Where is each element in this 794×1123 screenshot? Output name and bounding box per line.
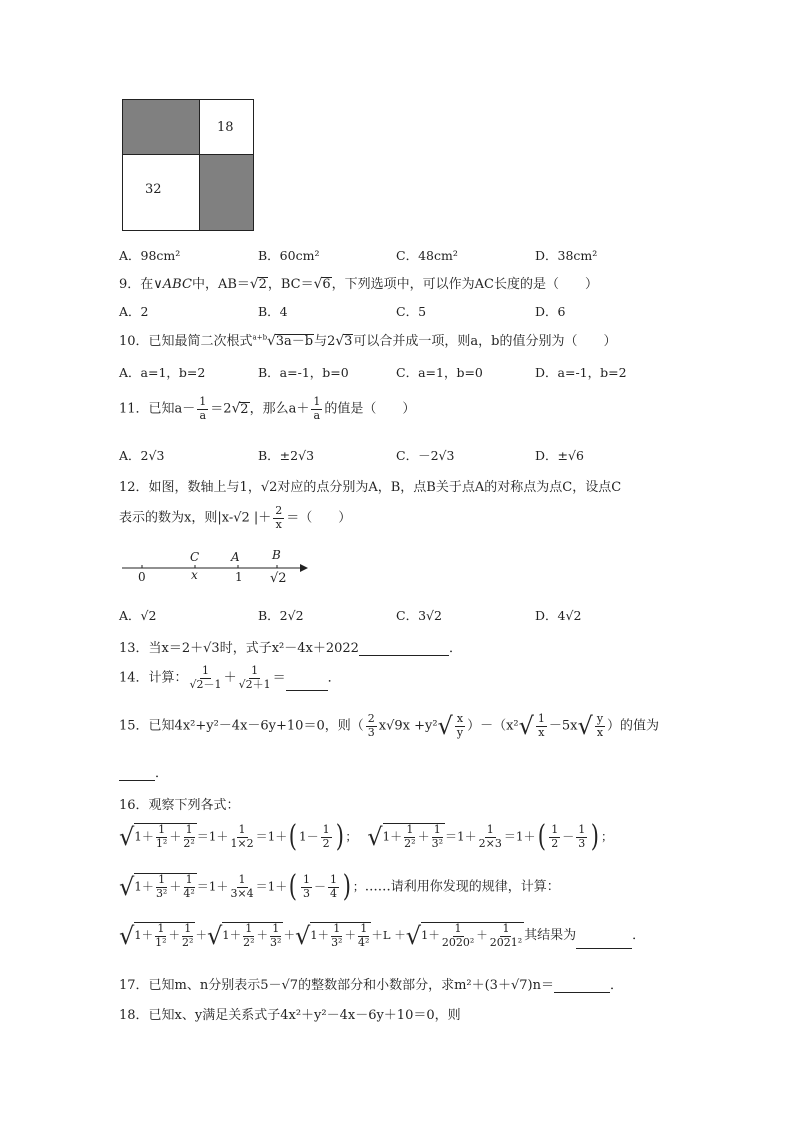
q16-row1: √1＋ $\frac{1}{\text{1²}}$ ＋ $\frac{1}{\text{2²}}$ ＝1＋ $\frac{1}{1\times 2}$ ＝1＋( 1－ $\frac{1}{2}$ ) ； √1＋ $\frac{1}{\text{2²}}$ ＋ $\frac{1}{\text{3²}}$ ＝1＋ $\frac{1}{2\times 3}$ ＝1＋( $\frac{1}{2}$ － $\frac{1}{3}$ ) ；: [119, 819, 613, 854]
q17-stem: 17．已知m、n分别表示5－√7的整数部分和小数部分，求m²＋(3＋√7)n＝ ．: [119, 978, 623, 993]
shaded-square-top-left: [122, 99, 200, 155]
q10-option-d: D．a=-1，b=2: [535, 365, 627, 380]
q8-option-c: C．48cm²: [396, 248, 458, 263]
q8-option-b: B．60cm²: [258, 248, 320, 263]
tick-0-label: 0: [138, 570, 146, 584]
square-32: [122, 154, 200, 231]
point-b-label: B: [272, 548, 281, 562]
q10-option-b: B．a=-1，b=0: [258, 365, 349, 380]
tick-root2-label: √2: [270, 571, 287, 586]
q15-answer-line: ．: [119, 762, 168, 781]
q10-stem: 10．已知最简二次根式$^{a+b}$√3a－b与2√3可以合并成一项，则a，b的值分别为（ ）: [119, 333, 617, 349]
q16-answer-blank[interactable]: [576, 934, 632, 949]
q8-option-a: A．98cm²: [119, 248, 181, 263]
q18-stem: 18．已知x、y满足关系式子4x²＋y²－4x－6y＋10＝0，则: [119, 1008, 461, 1023]
q12-stem-line1: 12．如图，数轴上与1，√2对应的点分别为A，B，点B关于点A的对称点为点C，设点C: [119, 480, 622, 495]
q12-stem-line2: 表示的数为x，则|x-√2 |＋ $\frac{2}{x}$ ＝（ ）: [119, 504, 352, 531]
q12-option-b: B．2√2: [258, 608, 304, 623]
q12-option-a: A．√2: [119, 608, 157, 623]
label-18: 18: [217, 120, 234, 135]
q11-option-a: A．2√3: [119, 448, 165, 463]
q9-option-c: C．5: [396, 304, 427, 319]
q16-row3: √1＋ $\frac{1}{\text{1²}}$ ＋ $\frac{1}{\text{2²}}$ ＋√1＋ $\frac{1}{\text{2²}}$ ＋ $\frac{1}{\text{3²}}$ ＋√1＋ $\frac{1}{\text{3²}}$ ＋ $\frac{1}{\text{4²}}$ ＋L ＋√1＋ $\frac{1}{\text{2020²}}$ ＋ $\frac{1}{\text{2021²}}$ 其结果为 ．: [119, 922, 646, 951]
label-32: 32: [145, 182, 162, 197]
q15-stem: 15．已知4x²+y²－4x－6y+10＝0，则（ $\frac{2}{3}$ x√9x +y²√ $\frac{x}{y}$ ）－（x²√ $\frac{1}{x}$ －5x√ $\frac{y}{x}$ ）的值为: [119, 712, 660, 741]
q12-option-c: C．3√2: [396, 608, 442, 623]
q10-option-a: A．a=1，b=2: [119, 365, 206, 380]
q11-option-c: C．－2√3: [396, 448, 455, 463]
q15-answer-blank[interactable]: [119, 766, 155, 781]
q9-option-b: B．4: [258, 304, 288, 319]
q12-option-d: D．4√2: [535, 608, 582, 623]
q9-stem: 9．在∨ABC中，AB＝√2，BC＝√6，下列选项中，可以作为AC长度的是（ ）: [119, 276, 598, 292]
q17-answer-blank[interactable]: [554, 978, 610, 993]
q13-stem: 13．当x＝2＋√3时，式子x²－4x＋2022 ．: [119, 641, 462, 656]
q16-row2: √1＋ $\frac{1}{\text{3²}}$ ＋ $\frac{1}{\text{4²}}$ ＝1＋ $\frac{1}{3\times 4}$ ＝1＋( $\frac{1}{3}$ － $\frac{1}{4}$ ) ；……请利用你发现的规律，计算：: [119, 869, 560, 904]
tick-x-label: x: [191, 568, 198, 582]
q11-stem: 11．已知a－ $\frac{1}{a}$ ＝2√2，那么a＋ $\frac{1}{a}$ 的值是（ ）: [119, 395, 416, 422]
q10-option-c: C．a=1，b=0: [396, 365, 483, 380]
tick-1-label: 1: [235, 570, 243, 584]
square-18: [199, 99, 254, 155]
q11-option-d: D．±√6: [535, 448, 584, 463]
point-c-label: C: [190, 550, 200, 564]
q13-answer-blank[interactable]: [359, 641, 449, 656]
point-a-label: A: [231, 550, 240, 564]
number-line: [120, 548, 310, 600]
q14-stem: 14．计算： $\frac{1}{√2-1}$ ＋ $\frac{1}{√2+1}$ ＝ ．: [119, 664, 341, 691]
q8-option-d: D．38cm²: [535, 248, 598, 263]
q16-title: 16．观察下列各式：: [119, 798, 240, 813]
q14-answer-blank[interactable]: [286, 676, 328, 691]
q11-option-b: B．±2√3: [258, 448, 315, 463]
q9-option-a: A．2: [119, 304, 149, 319]
shaded-square-bottom-right: [199, 154, 254, 231]
q9-option-d: D．6: [535, 304, 566, 319]
square-figure: [122, 99, 254, 231]
